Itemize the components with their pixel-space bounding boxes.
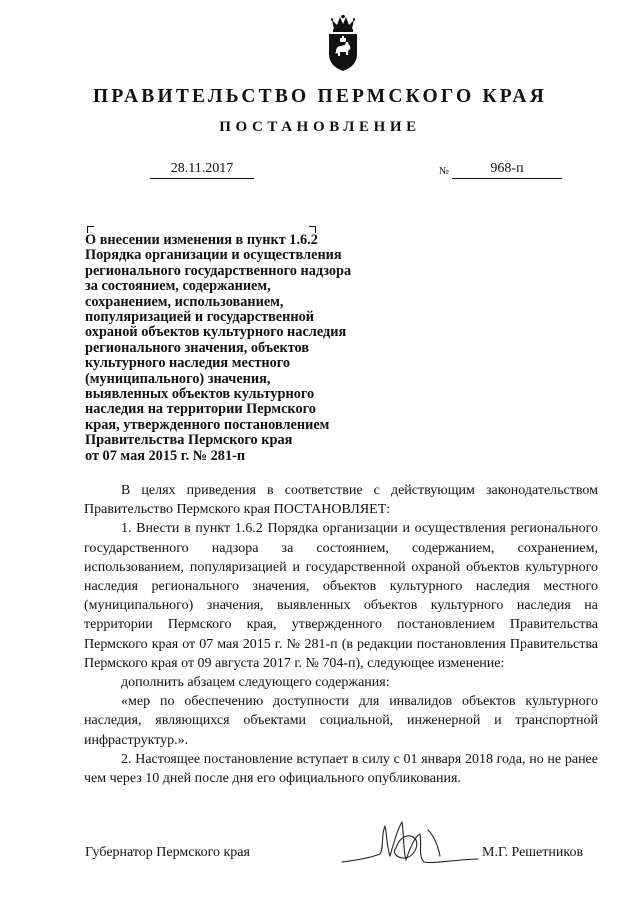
body-paragraph-amendment-intro: дополнить абзацем следующего содержания: (121, 675, 390, 691)
signatory-name: М.Г. Решетников (482, 845, 584, 860)
subject-line: О внесении изменения в пункт 1.6.2 (85, 232, 318, 248)
perm-krai-coat-of-arms-icon (326, 14, 360, 72)
document-type: ПОСТАНОВЛЕНИЕ (219, 119, 421, 135)
subject-line: за состоянием, содержанием, (85, 278, 271, 295)
document-body (84, 481, 598, 788)
government-title: ПРАВИТЕЛЬСТВО ПЕРМСКОГО КРАЯ (93, 86, 547, 107)
subject-line: (муниципального) значения, (85, 370, 271, 387)
document-date: 28.11.2017 (150, 161, 254, 179)
subject-line: сохранением, использованием, (85, 293, 284, 310)
subject-line: Правительства Пермского края (85, 432, 293, 449)
number-sign: № (439, 166, 450, 177)
handwritten-signature-icon (340, 818, 480, 876)
body-paragraph-item-2: 2. Настоящее постановление вступает в силу с 01 января 2018 года, но не ранее чем через 10 дней после дня его официального опубликования. (84, 751, 598, 787)
signatory-position: Губернатор Пермского края (85, 845, 250, 860)
subject-line: популяризацией и государственной (85, 309, 315, 326)
subject-line: регионального значения, объектов (85, 339, 310, 356)
subject-line: края, утвержденного постановлением (85, 416, 330, 433)
document-subject (85, 233, 385, 464)
subject-line: выявленных объектов культурного (85, 386, 315, 403)
subject-line: Порядка организации и осуществления (85, 247, 342, 264)
document-number: 968-п (452, 161, 562, 179)
subject-line: культурного наследия местного (85, 355, 291, 372)
body-paragraph-preamble: В целях приведения в соответствие с действующим законодательством Правительство Пермского края ПОСТАНОВЛЯЕТ: (84, 483, 598, 518)
body-paragraph-amendment-text: «мер по обеспечению доступности для инвалидов объектов культурного наследия, являющихся объектами социальной, инженерной и транспортной инфраструктур.». (84, 694, 598, 748)
subject-line: наследия на территории Пермского (85, 401, 316, 418)
subject-line: регионального государственного надзора (85, 262, 352, 279)
body-paragraph-item-1: 1. Внести в пункт 1.6.2 Порядка организации и осуществления регионального государственного надзора за состоянием, содержанием, сохранением, использованием, популяризацией и государственной охраной объектов культурного наследия регионального значения, объектов культурного наследия местного (муниципального) значения, выявленных объектов культурного наследия на территории Пермского края, утвержденного постановлением Правительства Пермского края от 07 мая 2015 г. № 281-п (в редакции постановления Правительства Пермского края от 09 августа 2017 г. № 704-п), следующее изменение: (84, 521, 598, 671)
subject-line: от 07 мая 2015 г. № 281-п (85, 447, 246, 464)
subject-line: охраной объектов культурного наследия (85, 324, 347, 341)
